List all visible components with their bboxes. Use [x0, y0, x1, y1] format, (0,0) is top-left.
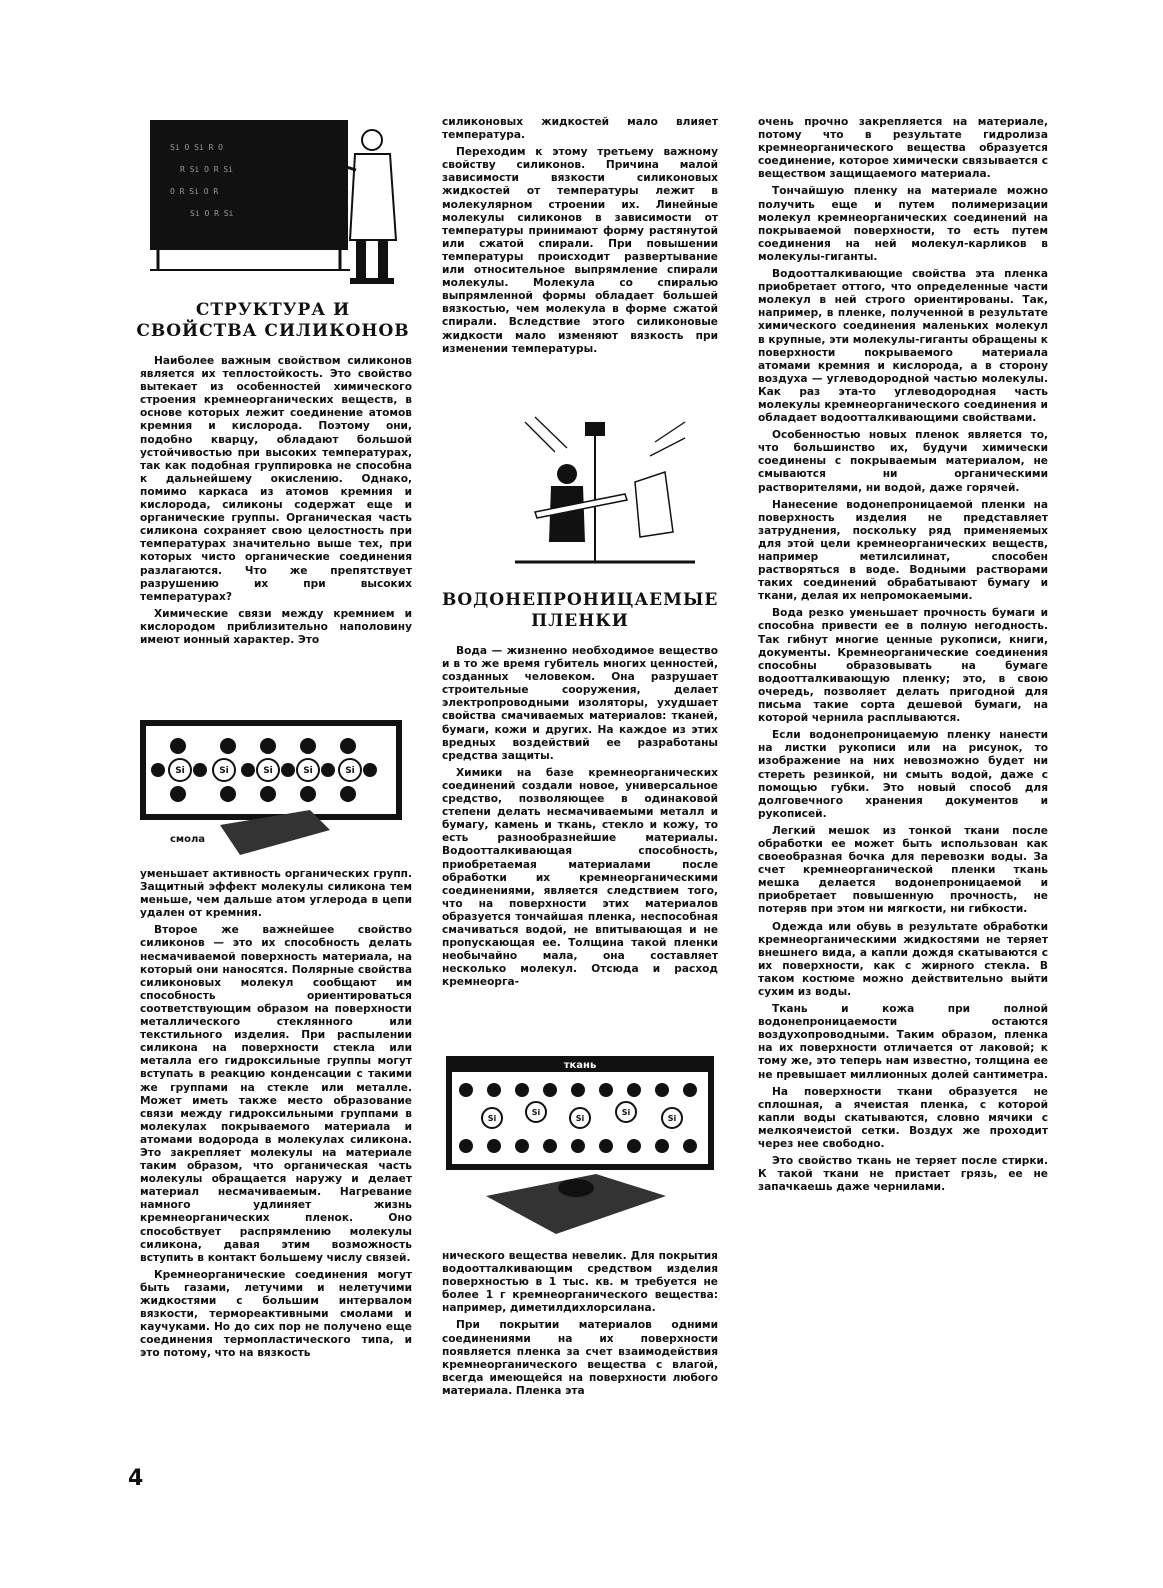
paragraph: Второе же важнейшее свойство силиконов — это их способность делать несмачиваемой поверхность материала, на который они наносятся. Полярные свойства силиконовых молекул сообщают им способность ориентироваться соответствующим образом на поверхности металлического стеклянного или текстильного изделия. При распылении силикона на поверхности стекла или металла его гидроксильные группы могут вступать в реакцию конденсации с такими же группами на стекле или металле. Может иметь также место образование связи между гидроксильными группами в молекулах покрываемого материала и атомами водорода в молекулах силикона. Это закрепляет молекулы на материале таким образом, что органическая часть молекулы обращается наружу и делает материал несмачиваемым. Нагревание намного удлиняет жизнь кремнеорганических пленок. Оно способствует распрямлению молекулы силикона, давая этим возможность вступить в контакт большему числу связей. — [140, 924, 412, 1264]
svg-text:O R Si O R: O R Si O R — [170, 187, 219, 196]
man-with-glass-illustration — [515, 412, 695, 582]
column-1-top — [140, 355, 412, 651]
svg-text:Si O Si R O: Si O Si R O — [170, 143, 223, 152]
si-atom-label: Si — [487, 1114, 497, 1123]
paragraph: Химики на базе кремнеорганических соединений создали новое, универсальное средство, позволяющее в одинаковой степени делать несмачиваемыми металл и бумагу, камень и ткань, стекло и кожу, то есть разнообразнейшие материалы. Водоотталкивающая способность, приобретаемая материалами после обработки их кремнеорганическими соединениями, является следствием того, что на поверхности этих материалов образуется тончайшая пленка, неспособная смачиваться водой, не впитывающая и не пропускающая ее. Толщина такой пленки необычайно мала, она составляет несколько молекул. Отсюда и расход кремнеорга- — [442, 766, 718, 989]
si-atom-label: Si — [621, 1108, 631, 1117]
column-2-middle — [442, 645, 718, 993]
column-2-top — [442, 116, 718, 360]
paragraph: силиконовых жидкостей мало влияет температура. — [442, 116, 718, 142]
paragraph: очень прочно закрепляется на материале, потому что в результате гидролиза кремнеорганического вещества образуется соединение, которое химически связывается с веществом защищаемого материала. — [758, 116, 1048, 181]
heading-structure: СТРУКТУРА И СВОЙСТВА СИЛИКОНОВ — [136, 300, 410, 341]
column-3 — [758, 116, 1048, 1198]
paragraph: Наиболее важным свойством силиконов является их теплостойкость. Это свойство вытекает из особенностей химического строения кремнеорганических веществ, в основе которых лежит соединение атомов кремния и кислорода. Поэтому они, подобно кварцу, обладают большой устойчивостью при высоких температурах, так как подобная группировка не способна к дальнейшему окислению. Однако, помимо каркаса из атомов кремния и кислорода, силиконы содержат еще и органические группы. Органическая часть силикона сохраняет свою целостность при температурах значительно выше тех, при которых чисто органические соединения разлагаются. Что же препятствует разрушению их при высоких температурах? — [140, 355, 412, 603]
fabric-label: ткань — [563, 1060, 597, 1071]
paragraph: Нанесение водонепроницаемой пленки на поверхность изделия не представляет затруднения, поскольку ряд применяемых для этой цели кремнеорганических веществ, например метилсилинат, способен растворяться в воде. Водными растворами таких соединений обрабатывают бумагу и ткани, делая их непромокаемыми. — [758, 498, 1048, 603]
paragraph: На поверхности ткани образуется не сплошная, а ячеистая пленка, с которой капли воды скатываются, словно мячики с мелкоячеистой сетки. Воздух же проходит через нее свободно. — [758, 1085, 1048, 1151]
paragraph: Если водонепроницаемую пленку нанести на листки рукописи или на рисунок, то изображение на них невозможно будет ни стереть резинкой, ни смыть водой, даже с помощью губки. Это новый способ для долговечного хранения документов и рукописей. — [758, 729, 1048, 820]
column-1-bottom — [140, 868, 412, 1364]
si-atom-label: Si — [175, 766, 185, 776]
si-atom-label: Si — [575, 1114, 585, 1123]
heading-films: ВОДОНЕПРОНИЦАЕМЫЕ ПЛЕНКИ — [442, 590, 719, 631]
svg-text:Si O R Si: Si O R Si — [190, 209, 234, 218]
column-2-bottom — [442, 1250, 718, 1402]
paragraph: Тончайшую пленку на материале можно получить еще и путем полимеризации молекул кремнеорганических соединений на покрываемой поверхности, то есть путем соединения на ней молекул-карликов в молекулы-гиганты. — [758, 185, 1048, 263]
page-number: 4 — [128, 1466, 144, 1491]
paragraph: Переходим к этому третьему важному свойству силиконов. Причина малой зависимости вязкости силиконовых жидкостей от температуры лежит в молекулярном строении их. Линейные молекулы силиконов в зависимости от температуры принимают форму растянутой или сжатой спирали. При повышении температуры происходит развертывание или относительное выпрямление спирали молекулы. Молекула со спиралью выпрямленной формы обладает большей вязкостью, чем молекула в форме сжатой спирали. Вследствие этого силиконовые жидкости мало изменяют вязкость при изменении температуры. — [442, 146, 718, 355]
paragraph: нического вещества невелик. Для покрытия водоотталкивающим средством изделия поверхностью в 1 тыс. кв. м требуется не более 1 г кремнеорганического вещества: например, диметилдихлорсилана. — [442, 1250, 718, 1315]
si-atom-label: Si — [345, 766, 355, 776]
paragraph: Вода — жизненно необходимое вещество и в то же время губитель многих ценностей, созданных человеком. Она разрушает строительные сооружения, делает электропроводными изоляторы, ухудшает свойства смачиваемых материалов: тканей, бумаги, кожи и других. На каждое из этих вредных воздействий ее разработаны средства защиты. — [442, 645, 718, 762]
paragraph: Ткань и кожа при полной водонепроницаемости остаются воздухопроводными. Таким образом, пленка на их поверхности отличается от лаковой; к тому же, это теперь нам известно, толщина ее не превышает миллионных долей сантиметра. — [758, 1003, 1048, 1081]
paragraph: Одежда или обувь в результате обработки кремнеорганическими жидкостями не теряет внешнего вида, а капли дождя скатываются с их поверхности, как с жирного стекла. В таком костюме можно действительно выйти сухим из воды. — [758, 920, 1048, 998]
paragraph: Особенностью новых пленок является то, что большинство их, будучи химически соединены с покрываемым материалом, не смываются ни органическими растворителями, ни водой, даже горячей. — [758, 429, 1048, 494]
si-atom-label: Si — [303, 766, 313, 776]
si-atom-label: Si — [531, 1108, 541, 1117]
paragraph: Кремнеорганические соединения могут быть газами, летучими и нелетучими жидкостями с большим интервалом вязкости, термореактивными смолами и каучуками. Но до сих пор не получено еще соединения термопластического типа, и это потому, что на вязкость — [140, 1268, 412, 1360]
paragraph: уменьшает активность органических групп. Защитный эффект молекулы силикона тем меньше, чем дальше атом углерода в цепи удален от кремния. — [140, 868, 412, 920]
si-atom-label: Si — [219, 766, 229, 776]
resin-label: смола — [170, 834, 206, 845]
paragraph: Химические связи между кремнием и кислородом приблизительно наполовину имеют ионный характер. Это — [140, 607, 412, 646]
si-atom-label: Si — [263, 766, 273, 776]
si-atom-label: Si — [667, 1114, 677, 1123]
paragraph: Водоотталкивающие свойства эта пленка приобретает оттого, что определенные части молекул в ней строго ориентированы. Так, например, в пленке, полученной в результате химического соединения маленьких молекул в крупные, эти молекулы-гиганты обращены к поверхности покрываемого материала атомами кремния и кислорода, а в сторону воздуха — углеводородной частью молекулы. Как раз эта-то углеводородная часть молекулы кремнеорганического соединения и обладает водоотталкивающими свойствами. — [758, 268, 1048, 425]
paragraph: Вода резко уменьшает прочность бумаги и способна привести ее в полную негодность. Так гибнут многие ценные рукописи, книги, документы. Кремнеорганические соединения способны образовывать на бумаге водоотталкивающую пленку; это, в свою очередь, позволяет делать пригодной для письма такие сорта дешевой бумаги, на которой чернила расплываются. — [758, 607, 1048, 725]
silicon-chain-diagram — [140, 710, 412, 860]
fabric-molecule-diagram — [446, 1056, 716, 1238]
paragraph: При покрытии материалов одними соединениями на их поверхности появляется пленка за счет взаимодействия кремнеорганического вещества с влагой, всегда имеющейся на поверхности любого материала. Пленка эта — [442, 1319, 718, 1397]
svg-text:R Si O R Si: R Si O R Si — [180, 165, 233, 174]
paragraph: Это свойство ткань не теряет после стирки. К такой ткани не пристает грязь, ее не запачкаешь даже чернилами. — [758, 1155, 1048, 1194]
scientist-blackboard-illustration — [150, 120, 412, 292]
paragraph: Легкий мешок из тонкой ткани после обработки ее может быть использован как своеобразная бочка для перевозки воды. За счет кремнеорганической пленки ткань мешка делается водонепроницаемой и приобретает повышенную прочность, не потеряв при этом ни мягкости, ни гибкости. — [758, 824, 1048, 916]
